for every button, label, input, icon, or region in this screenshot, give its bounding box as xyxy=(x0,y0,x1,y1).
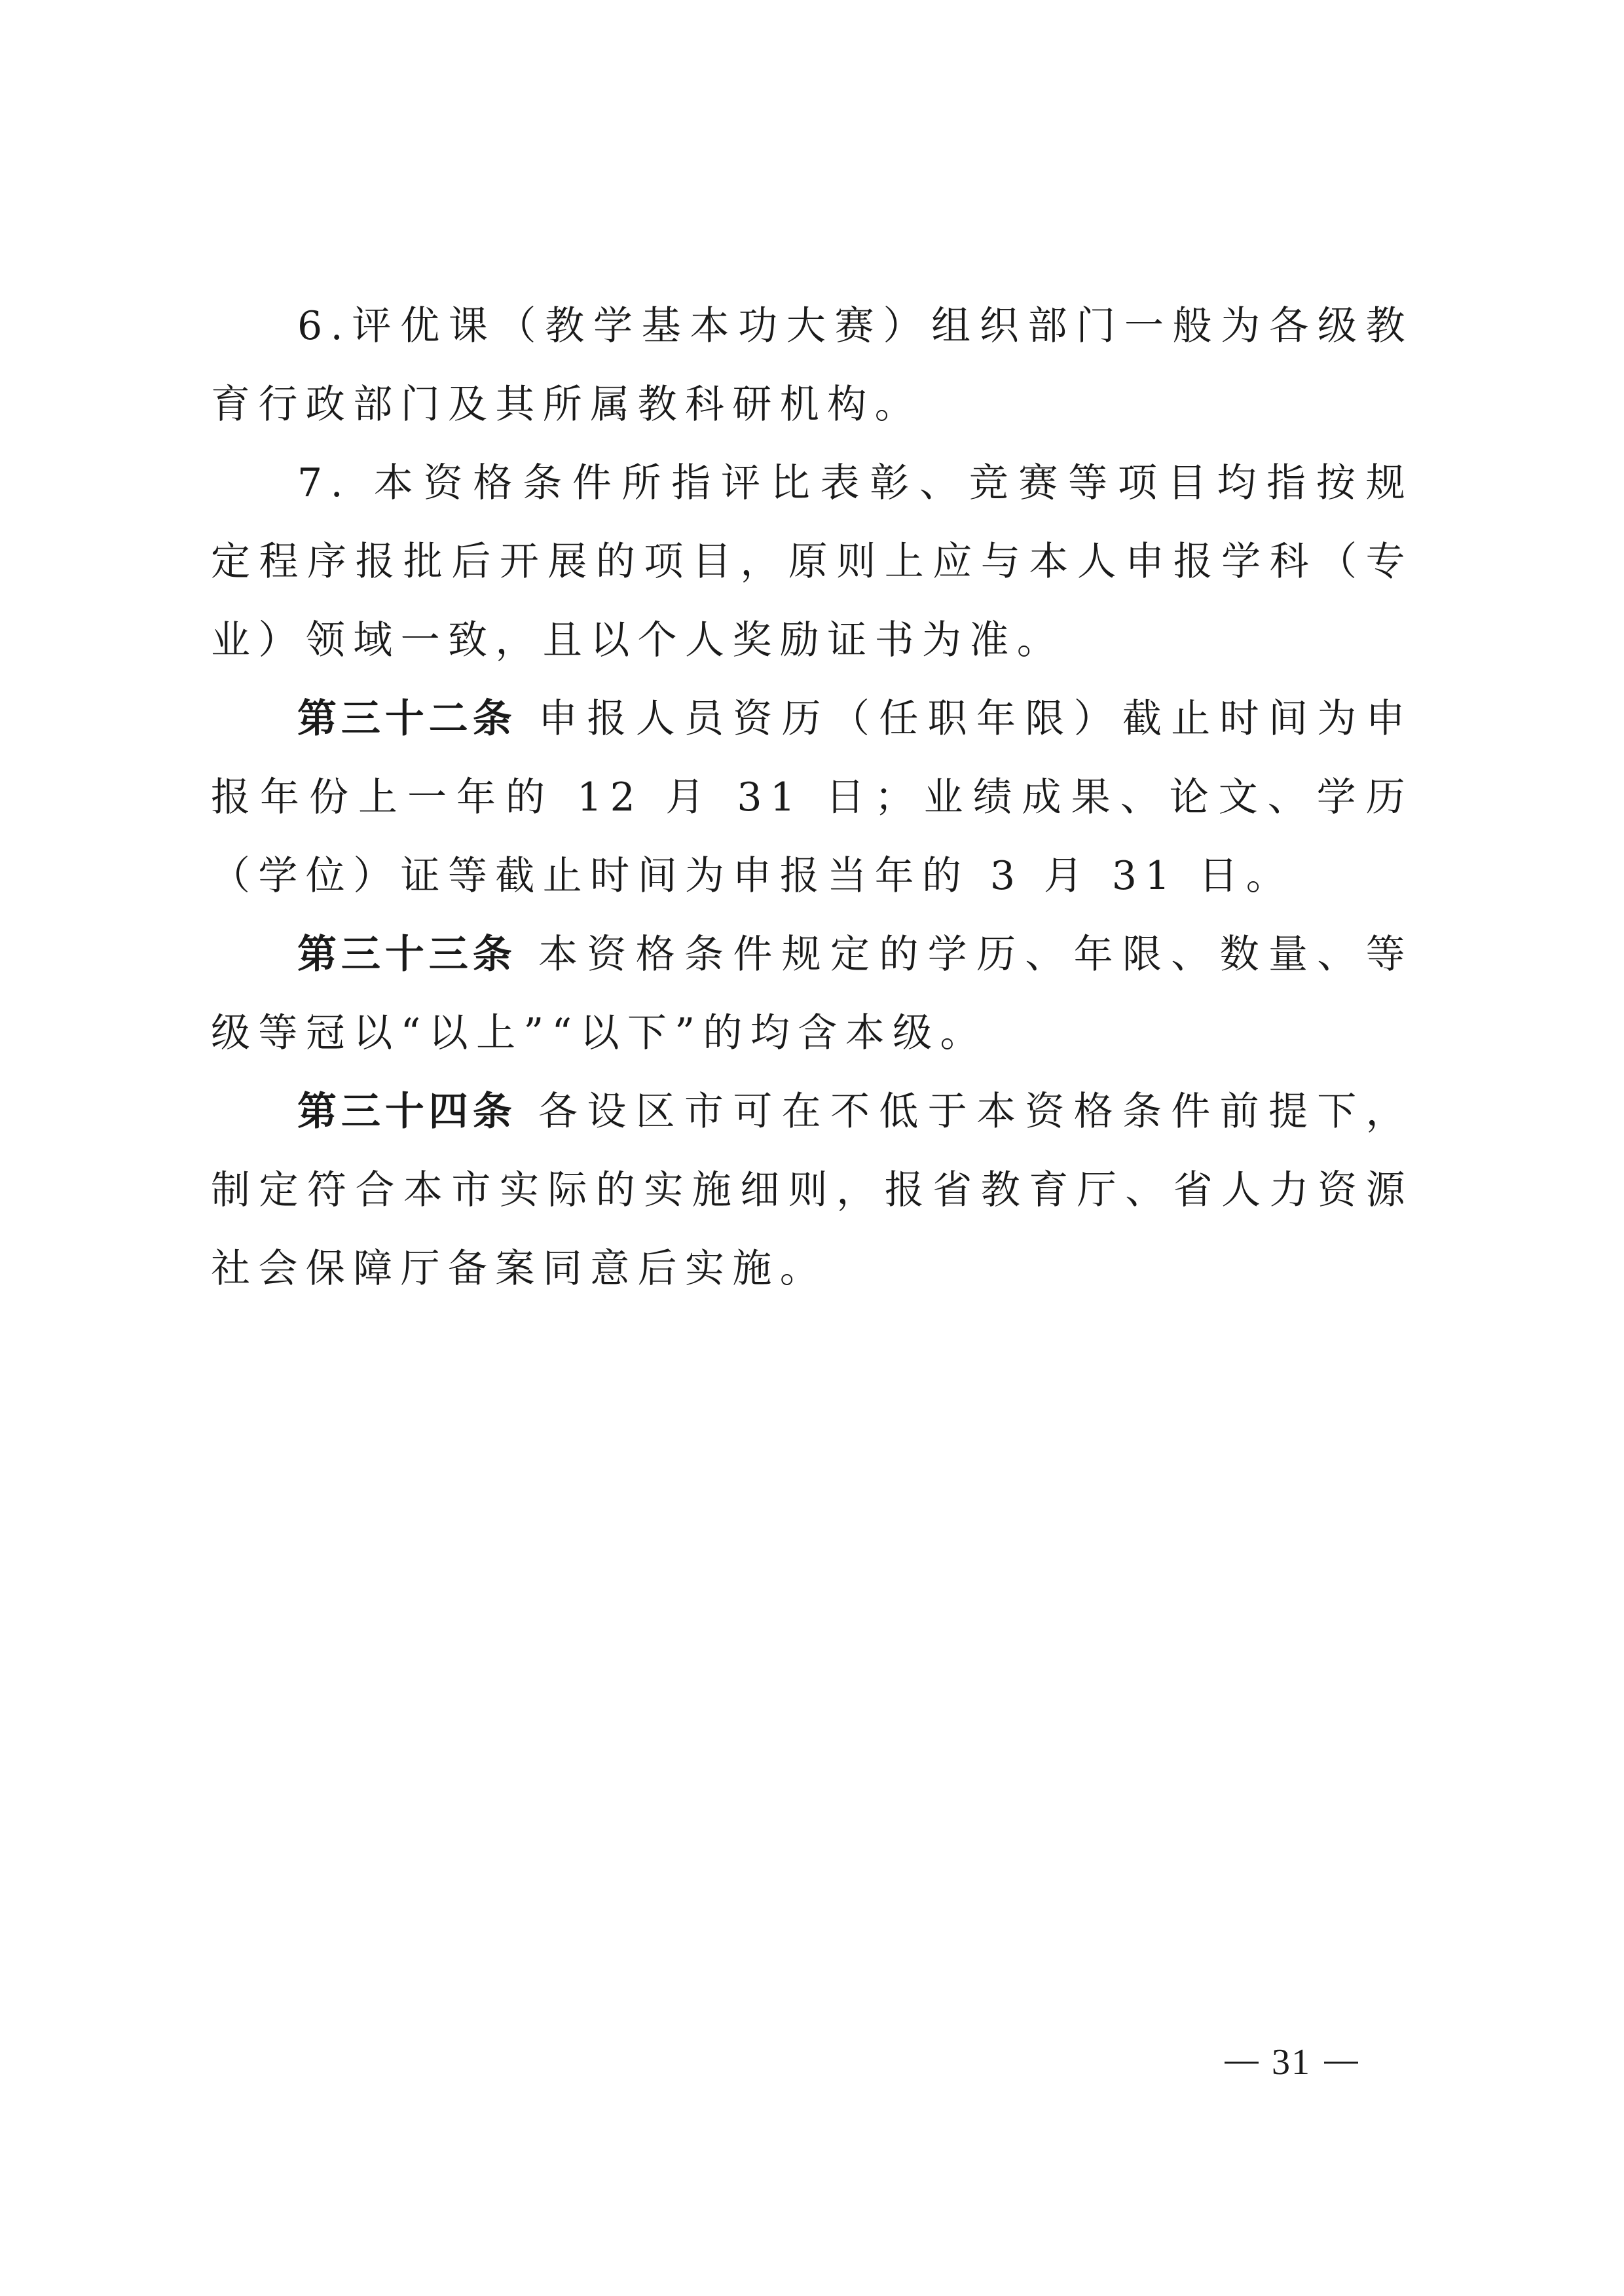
article-34 xyxy=(211,1072,1413,1308)
article-32 xyxy=(211,680,1413,915)
paragraph-text: 各设区市可在不低于本资格条件前提下，制定符合本市实际的实施细则，报省教育厅、省人力资源社会保障厅备案同意后实施。 xyxy=(211,1089,1414,1292)
page-number-left-dash xyxy=(1225,2062,1259,2064)
paragraph-text: 7. 本资格条件所指评比表彰、竞赛等项目均指按规定程序报批后开展的项目，原则上应与本人申报学科（专业）领域一致，且以个人奖励证书为准。 xyxy=(211,460,1413,663)
paragraph-text: 申报人员资历（任职年限）截止时间为申报年份上一年的 12 月 31 日；业绩成果、论文、学历（学位）证等截止时间为申报当年的 3 月 31 日。 xyxy=(211,696,1414,899)
article-33 xyxy=(211,915,1413,1072)
document-body xyxy=(211,287,1413,1308)
article-heading: 第三十四条 xyxy=(297,1089,517,1135)
page-number xyxy=(1225,2036,1358,2088)
note-item-7 xyxy=(211,444,1413,680)
page-number-right-dash xyxy=(1324,2062,1358,2064)
paragraph-text: 6.评优课（教学基本功大赛）组织部门一般为各级教育行政部门及其所属教科研机构。 xyxy=(211,303,1413,428)
article-heading: 第三十三条 xyxy=(297,932,517,977)
note-item-6 xyxy=(211,287,1413,444)
page-number-text: 31 xyxy=(1272,2042,1311,2083)
paragraph-text: 本资格条件规定的学历、年限、数量、等级等冠以“以上”“以下”的均含本级。 xyxy=(211,932,1414,1056)
article-heading: 第三十二条 xyxy=(297,696,517,742)
